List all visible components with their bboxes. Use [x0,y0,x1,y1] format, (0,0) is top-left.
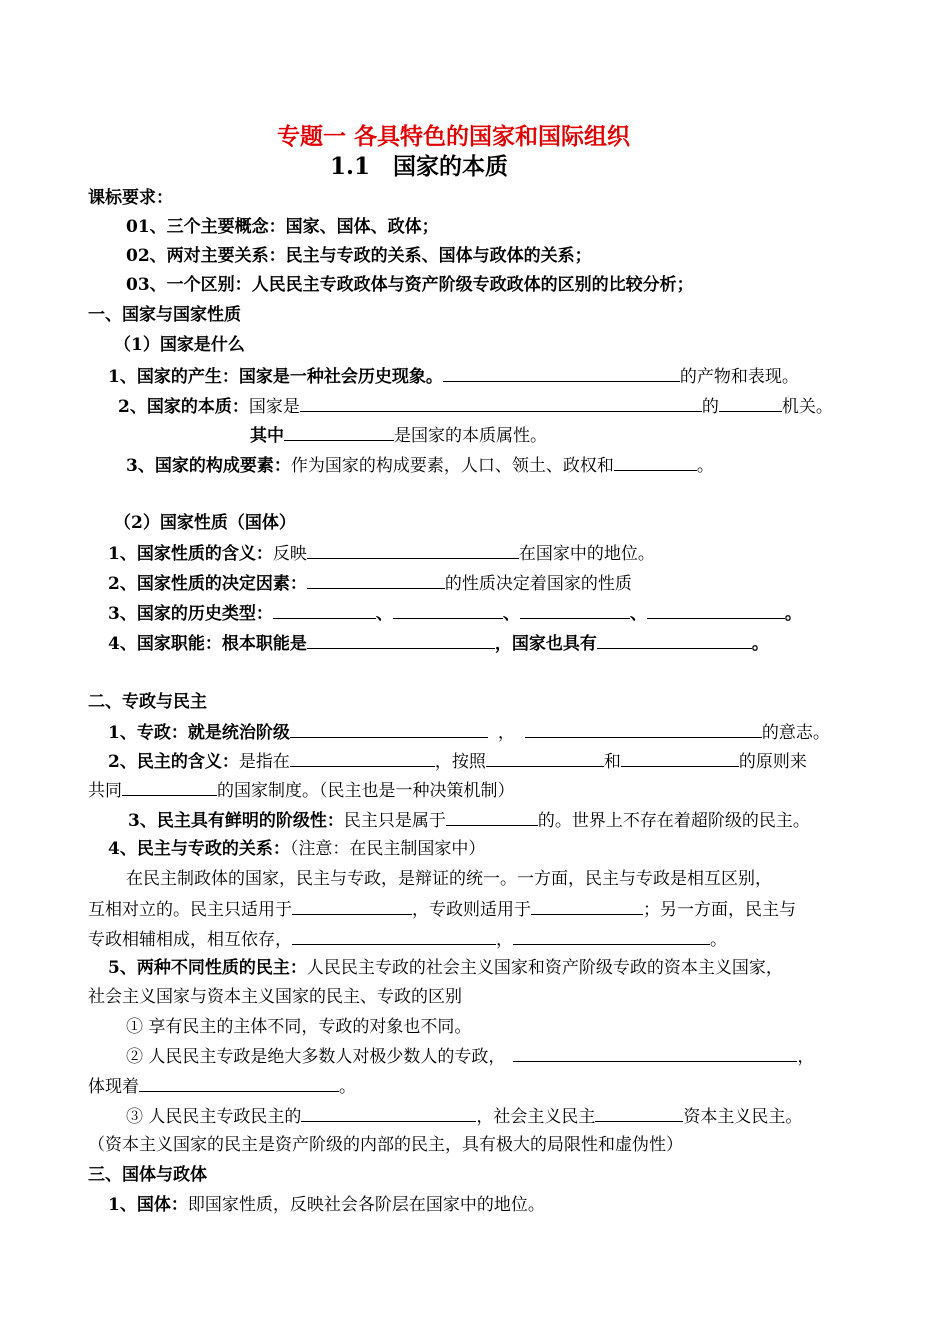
answer-blank[interactable] [292,927,496,945]
subsection-heading: （2）国家性质（国体） [114,513,296,533]
answer-blank[interactable] [621,749,739,767]
question-state-origin: 1、国家的产生：国家是一种社会历史现象。 的产物和表现。 [108,364,799,389]
question-nature-factor: 2、国家性质的决定因素： 的性质决定着国家的性质 [108,571,632,596]
section-heading-2: 二、专政与民主 [88,692,207,712]
answer-blank[interactable] [307,571,445,589]
answer-blank[interactable] [647,601,785,619]
question-essence-attribute: 其中 是国家的本质属性。 [250,423,547,448]
answer-blank[interactable] [486,749,604,767]
answer-blank[interactable] [520,601,630,619]
paragraph-note: （资本主义国家的民主是资产阶级的内部的民主，具有极大的局限性和虚伪性） [88,1135,683,1155]
answer-blank[interactable] [443,364,680,382]
answer-blank[interactable] [290,720,488,738]
answer-blank[interactable] [531,897,643,915]
question-state-essence: 2、国家的本质：国家是 的 机关。 [118,394,833,419]
paragraph-line: 专政相辅相成，相互依存， ， 。 [88,927,727,952]
answer-blank[interactable] [307,541,519,559]
answer-blank[interactable] [525,720,762,738]
answer-blank[interactable] [307,631,495,649]
question-democracy-meaning: 2、民主的含义：是指在 ，按照 和 的原则来 [108,749,807,774]
answer-blank[interactable] [446,808,538,826]
page-title: 专题一 各具特色的国家和国际组织 [277,123,631,150]
question-dictatorship: 1、专政：就是统治阶级 ， 的意志。 [108,720,830,745]
question-national-polity: 1、国体：即国家性质，反映社会各阶层在国家中的地位。 [108,1195,545,1215]
paragraph-text: 社会主义国家与资本主义国家的民主、专政的区别 [88,987,462,1007]
answer-blank[interactable] [597,631,752,649]
answer-blank[interactable] [273,601,376,619]
question-nature-meaning: 1、国家性质的含义：反映 在国家中的地位。 [108,541,655,566]
question-two-democracies: 5、两种不同性质的民主：人民民主专政的社会主义国家和资产阶级专政的资本主义国家， [108,958,783,978]
question-democracy-class: 3、民主具有鲜明的阶级性：民主只是属于 的。世界上不存在着超阶级的民主。 [128,808,810,833]
requirement-item: 03、一个区别：人民民主专政政体与资产阶级专政政体的区别的比较分析； [126,275,694,295]
list-item: ② 人民民主专政是绝大多数人对极少数人的专政， ， [126,1044,814,1069]
answer-blank[interactable] [290,749,435,767]
answer-blank[interactable] [292,897,412,915]
paragraph-text: 在民主制政体的国家，民主与专政，是辩证的统一。一方面，民主与专政是相互区别， [126,869,772,889]
answer-blank[interactable] [300,394,702,412]
answer-blank[interactable] [393,601,503,619]
answer-blank[interactable] [513,927,710,945]
question-democracy-meaning-cont: 共同 的国家制度。（民主也是一种决策机制） [88,778,515,803]
question-democracy-dictatorship-relation: 4、民主与专政的关系：（注意：在民主制国家中） [108,839,486,859]
requirements-heading: 课标要求： [88,188,173,208]
question-historical-types: 3、国家的历史类型： 、 、 、 。 [108,601,802,626]
answer-blank[interactable] [139,1074,339,1092]
paragraph-line: 互相对立的。民主只适用于 ，专政则适用于 ；另一方面，民主与 [88,897,796,922]
section-subtitle: 1.1 国家的本质 [330,153,509,180]
question-state-elements: 3、国家的构成要素：作为国家的构成要素，人口、领土、政权和 。 [126,453,714,478]
answer-blank[interactable] [284,423,394,441]
answer-blank[interactable] [614,453,697,471]
answer-blank[interactable] [513,1044,797,1062]
list-item: ① 享有民主的主体不同，专政的对象也不同。 [126,1017,472,1037]
section-heading-1: 一、国家与国家性质 [88,305,241,325]
answer-blank[interactable] [301,1104,476,1122]
section-heading-3: 三、国体与政体 [88,1165,207,1185]
answer-blank[interactable] [122,778,217,796]
requirement-item: 02、两对主要关系：民主与专政的关系、国体与政体的关系； [126,246,592,266]
answer-blank[interactable] [595,1104,683,1122]
requirement-item: 01、三个主要概念：国家、国体、政体； [126,217,439,237]
list-item-cont: 体现着 。 [88,1074,356,1099]
answer-blank[interactable] [719,394,782,412]
question-state-functions: 4、国家职能：根本职能是 ，国家也具有 。 [108,631,769,656]
list-item: ③ 人民民主专政民主的 ，社会主义民主 资本主义民主。 [126,1104,802,1129]
subsection-heading: （1）国家是什么 [114,335,245,355]
